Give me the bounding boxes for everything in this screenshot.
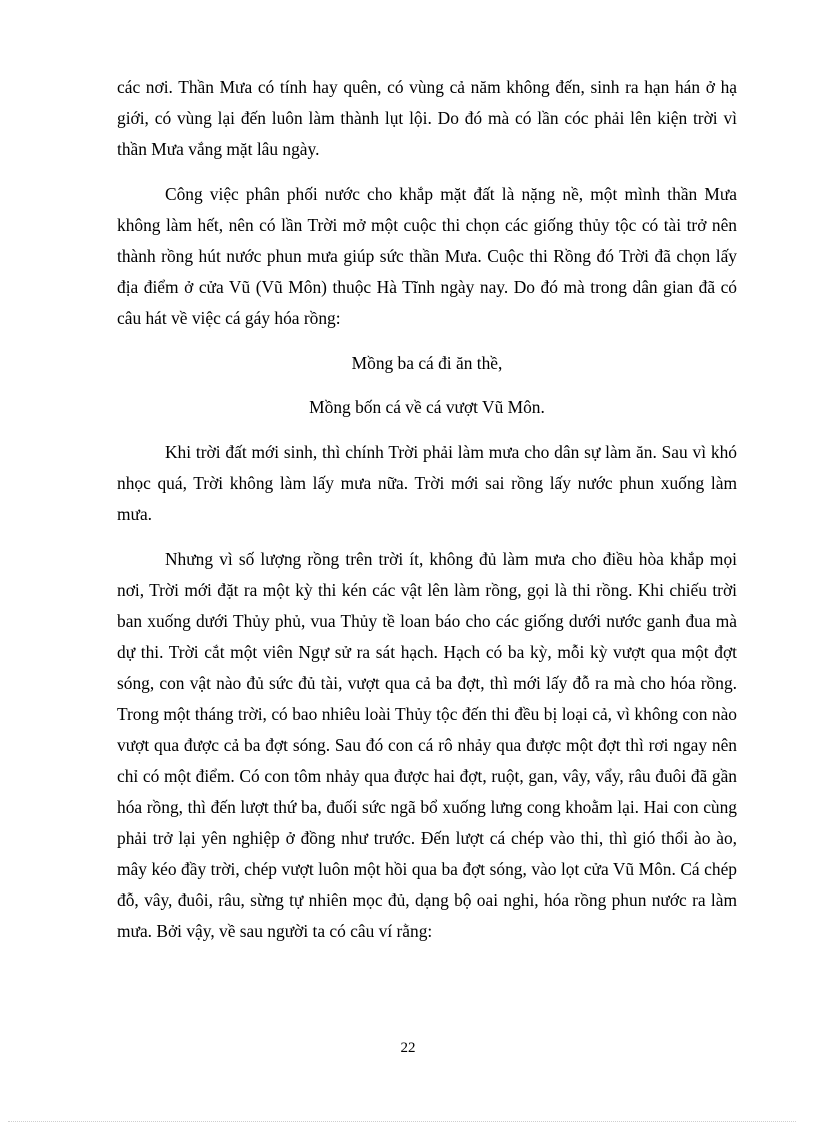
paragraph-continued: các nơi. Thần Mưa có tính hay quên, có vùng cả năm không đến, sinh ra hạn hán ở hạ giới, có vùng lại đến luôn làm thành lụt lội. Do đó mà có lần cóc phải lên kiện trời vì thần Mưa vắng mặt lâu ngày. — [117, 77, 737, 159]
paragraph-water-distribution: Công việc phân phối nước cho khắp mặt đất là nặng nề, một mình thần Mưa không làm hết, nên có lần Trời mở một cuộc thi chọn các giống thủy tộc có tài trở nên thành rồng hút nước phun mưa giúp sức thần Mưa. Cuộc thi Rồng đó Trời đã chọn lấy địa điểm ở cửa Vũ (Vũ Môn) thuộc Hà Tĩnh ngày nay. Do đó mà trong dân gian đã có câu hát về việc cá gáy hóa rồng: — [117, 184, 737, 328]
page-bottom-divider — [8, 1121, 796, 1122]
body-text — [117, 72, 737, 961]
paragraph-heaven-rain: Khi trời đất mới sinh, thì chính Trời phải làm mưa cho dân sự làm ăn. Sau vì khó nhọc quá, Trời không làm lấy mưa nữa. Trời mới sai rồng lấy nước phun xuống làm mưa. — [117, 442, 737, 524]
verse-line-2: Mồng bốn cá về cá vượt Vũ Môn. — [309, 397, 545, 417]
page-number: 22 — [400, 1040, 416, 1056]
verse-line-1: Mồng ba cá đi ăn thề, — [351, 353, 503, 373]
paragraph-dragon-exam: Nhưng vì số lượng rồng trên trời ít, không đủ làm mưa cho điều hòa khắp mọi nơi, Trời mới đặt ra một kỳ thi kén các vật lên làm rồng, gọi là thi rồng. Khi chiếu trời ban xuống dưới Thủy phủ, vua Thủy tề loan báo cho các giống dưới nước ganh đua mà dự thi. Trời cắt một viên Ngự sử ra sát hạch. Hạch có ba kỳ, mỗi kỳ vượt qua một đợt sóng, con vật nào đủ sức đủ tài, vượt qua cả ba đợt, thì mới lấy đỗ ra mà cho hóa rồng. Trong một tháng trời, có bao nhiêu loài Thủy tộc đến thi đều bị loại cả, vì không con nào vượt qua được cả ba đợt sóng. Sau đó con cá rô nhảy qua được một đợt thì rơi ngay nên chỉ có một điểm. Có con tôm nhảy qua được hai đợt, ruột, gan, vây, vẩy, râu đuôi đã gần hóa rồng, thì đến lượt thứ ba, đuối sức ngã bổ xuống lưng cong khoằm lại. Hai con cùng phải trở lại yên nghiệp ở đồng như trước. Đến lượt cá chép vào thi, thì gió thổi ào ào, mây kéo đầy trời, chép vượt luôn một hồi qua ba đợt sóng, vào lọt cửa Vũ Môn. Cá chép đỗ, vây, đuôi, râu, sừng tự nhiên mọc đủ, dạng bộ oai nghi, hóa rồng phun nước ra làm mưa. Bởi vậy, về sau người ta có câu ví rằng: — [117, 549, 737, 941]
